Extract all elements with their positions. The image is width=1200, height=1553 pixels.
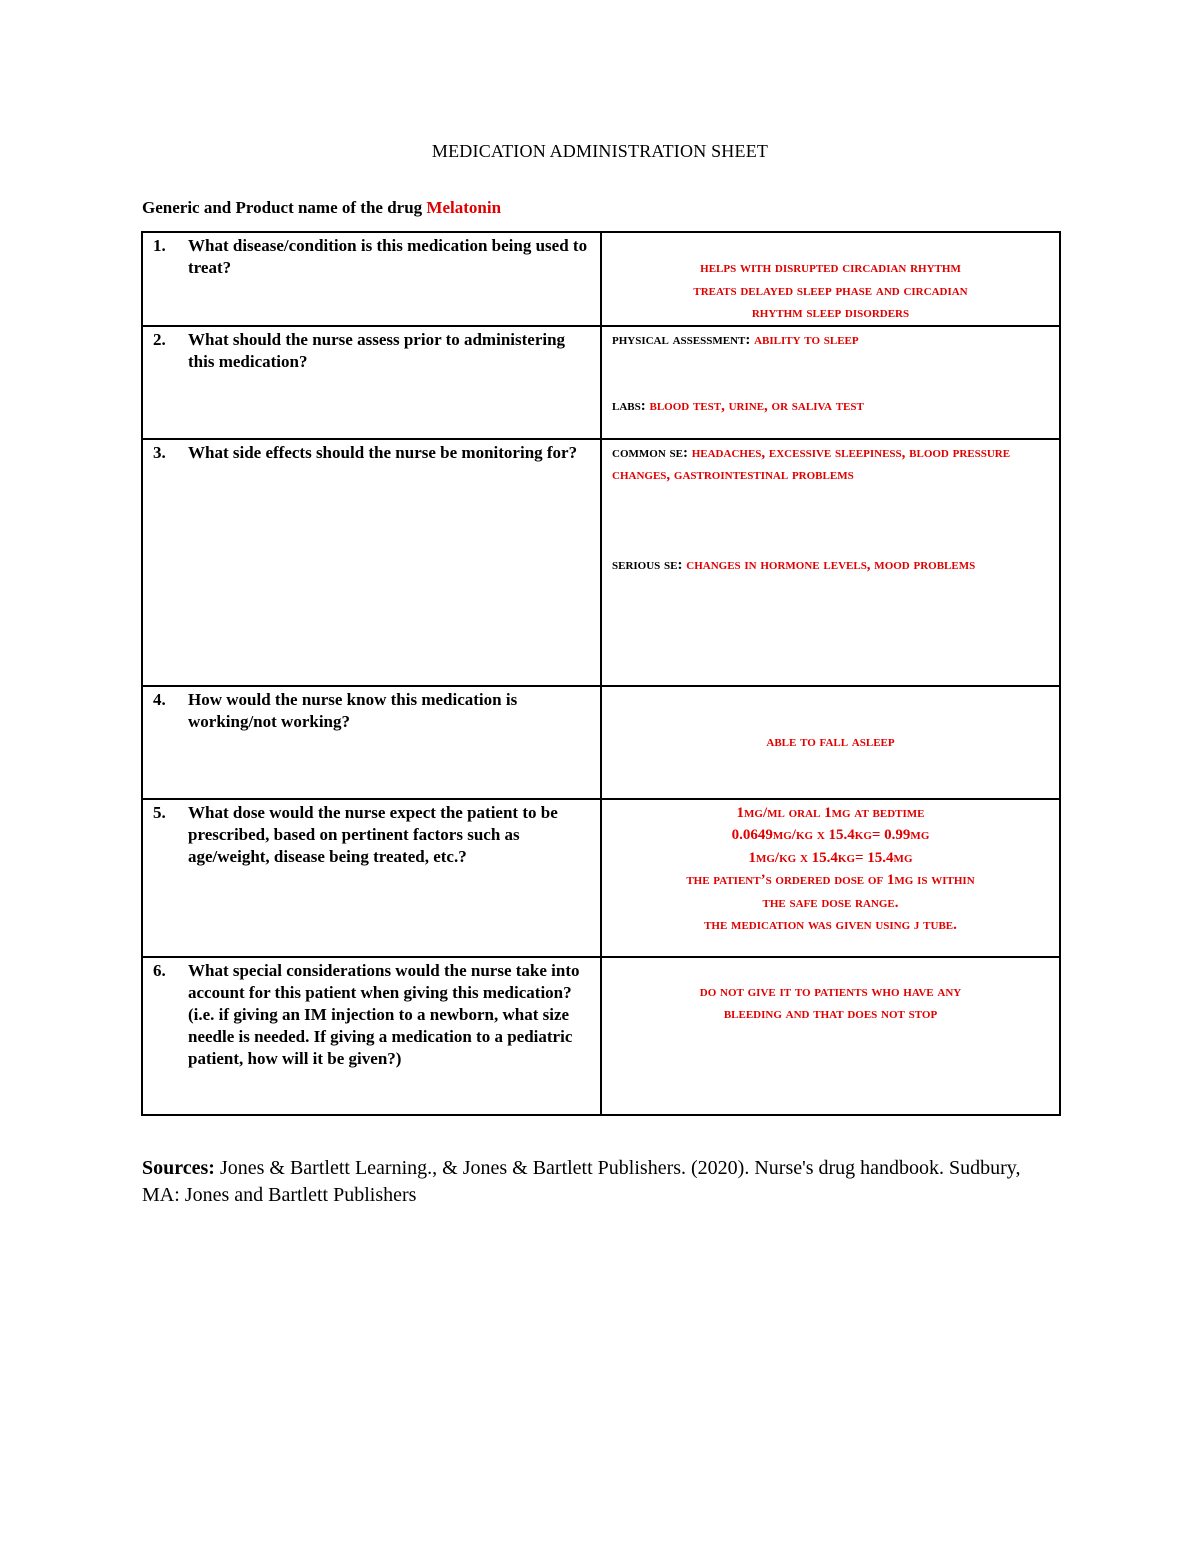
question-number: 5. bbox=[153, 802, 166, 822]
answer-line: 1mg/ml oral 1mg at bedtime bbox=[736, 804, 925, 821]
question-text: What should the nurse assess prior to administering this medication? bbox=[188, 329, 566, 371]
answer-cell bbox=[601, 232, 1060, 326]
table-row bbox=[142, 232, 1060, 326]
table-row bbox=[142, 957, 1060, 1115]
answer-line: 1mg/kg x 15.4kg= 15.4mg bbox=[748, 849, 913, 866]
common-se-line bbox=[612, 442, 1049, 487]
question-number: 3. bbox=[153, 442, 166, 462]
serious-se-line bbox=[612, 554, 1049, 577]
table-row bbox=[142, 799, 1060, 957]
question-text: How would the nurse know this medication is working/not working? bbox=[188, 689, 518, 731]
question-cell bbox=[142, 957, 601, 1115]
answer-line: the patient’s ordered dose of 1mg is within bbox=[686, 872, 975, 888]
common-se-label: common se: bbox=[612, 444, 688, 461]
sources-citation bbox=[142, 1155, 1042, 1209]
answer-cell bbox=[601, 686, 1060, 799]
answer-line: bleeding and that does not stop bbox=[723, 1006, 938, 1022]
question-cell bbox=[142, 439, 601, 686]
medication-table bbox=[141, 231, 1061, 1116]
answer-line: helps with disrupted circadian rhythm bbox=[700, 260, 961, 276]
answer-line: treats delayed sleep phase and circadian bbox=[693, 282, 968, 299]
question-text: What dose would the nurse expect the patient to be prescribed, based on pertinent factors such as age/weight, disease being treated, etc.? bbox=[188, 802, 558, 866]
question-text: What special considerations would the nurse take into account for this patient when giving this medication? (i.e. if giving an IM injection to a newborn, what size needle is needed. If giving a medication to a pediatric patient, how will it be given?) bbox=[188, 960, 580, 1068]
page-title: MEDICATION ADMINISTRATION SHEET bbox=[431, 141, 769, 161]
labs-line bbox=[612, 395, 1049, 418]
answer-cell bbox=[601, 439, 1060, 686]
question-number: 6. bbox=[153, 960, 166, 980]
question-text: What side effects should the nurse be monitoring for? bbox=[188, 442, 578, 462]
answer-cell bbox=[601, 326, 1060, 439]
question-number: 2. bbox=[153, 329, 166, 349]
answer-line: do not give it to patients who have any bbox=[699, 983, 962, 1000]
table-row bbox=[142, 326, 1060, 439]
drug-label: Generic and Product name of the drug bbox=[142, 198, 423, 217]
answer-cell bbox=[601, 957, 1060, 1115]
question-cell bbox=[142, 232, 601, 326]
question-number: 4. bbox=[153, 689, 166, 709]
question-cell bbox=[142, 326, 601, 439]
answer-cell bbox=[601, 799, 1060, 957]
answer-line: able to fall asleep bbox=[766, 733, 895, 750]
question-cell bbox=[142, 799, 601, 957]
common-se-value: headaches, excessive sleepiness, blood pressure changes, gastrointestinal problems bbox=[612, 444, 1011, 483]
labs-label: labs: bbox=[612, 398, 646, 414]
answer-line: 0.0649mg/kg x 15.4kg= 0.99mg bbox=[731, 827, 930, 843]
physical-assessment-line bbox=[612, 329, 1049, 352]
serious-se-value: changes in hormone levels, mood problems bbox=[686, 556, 976, 573]
question-number: 1. bbox=[153, 236, 166, 255]
sources-label: Sources: bbox=[142, 1157, 215, 1179]
answer-line: rhythm sleep disorders bbox=[751, 305, 910, 321]
table-row bbox=[142, 439, 1060, 686]
answer-line: the medication was given using j tube. bbox=[704, 917, 957, 933]
answer-line: the safe dose range. bbox=[762, 894, 899, 911]
drug-name: Melatonin bbox=[426, 198, 502, 217]
question-text: What disease/condition is this medication being used to treat? bbox=[188, 236, 588, 277]
physical-assessment-label: physical assessment: bbox=[612, 331, 751, 348]
table-row bbox=[142, 686, 1060, 799]
sources-text: Jones & Bartlett Learning., & Jones & Bartlett Publishers. (2020). Nurse's drug handbook. Sudbury, MA: Jones and Bartlett Publishers bbox=[142, 1157, 1021, 1206]
physical-assessment-value: ability to sleep bbox=[754, 331, 859, 348]
drug-name-line bbox=[142, 198, 501, 218]
labs-value: blood test, urine, or saliva test bbox=[649, 398, 864, 414]
question-cell bbox=[142, 686, 601, 799]
serious-se-label: serious se: bbox=[612, 556, 683, 573]
